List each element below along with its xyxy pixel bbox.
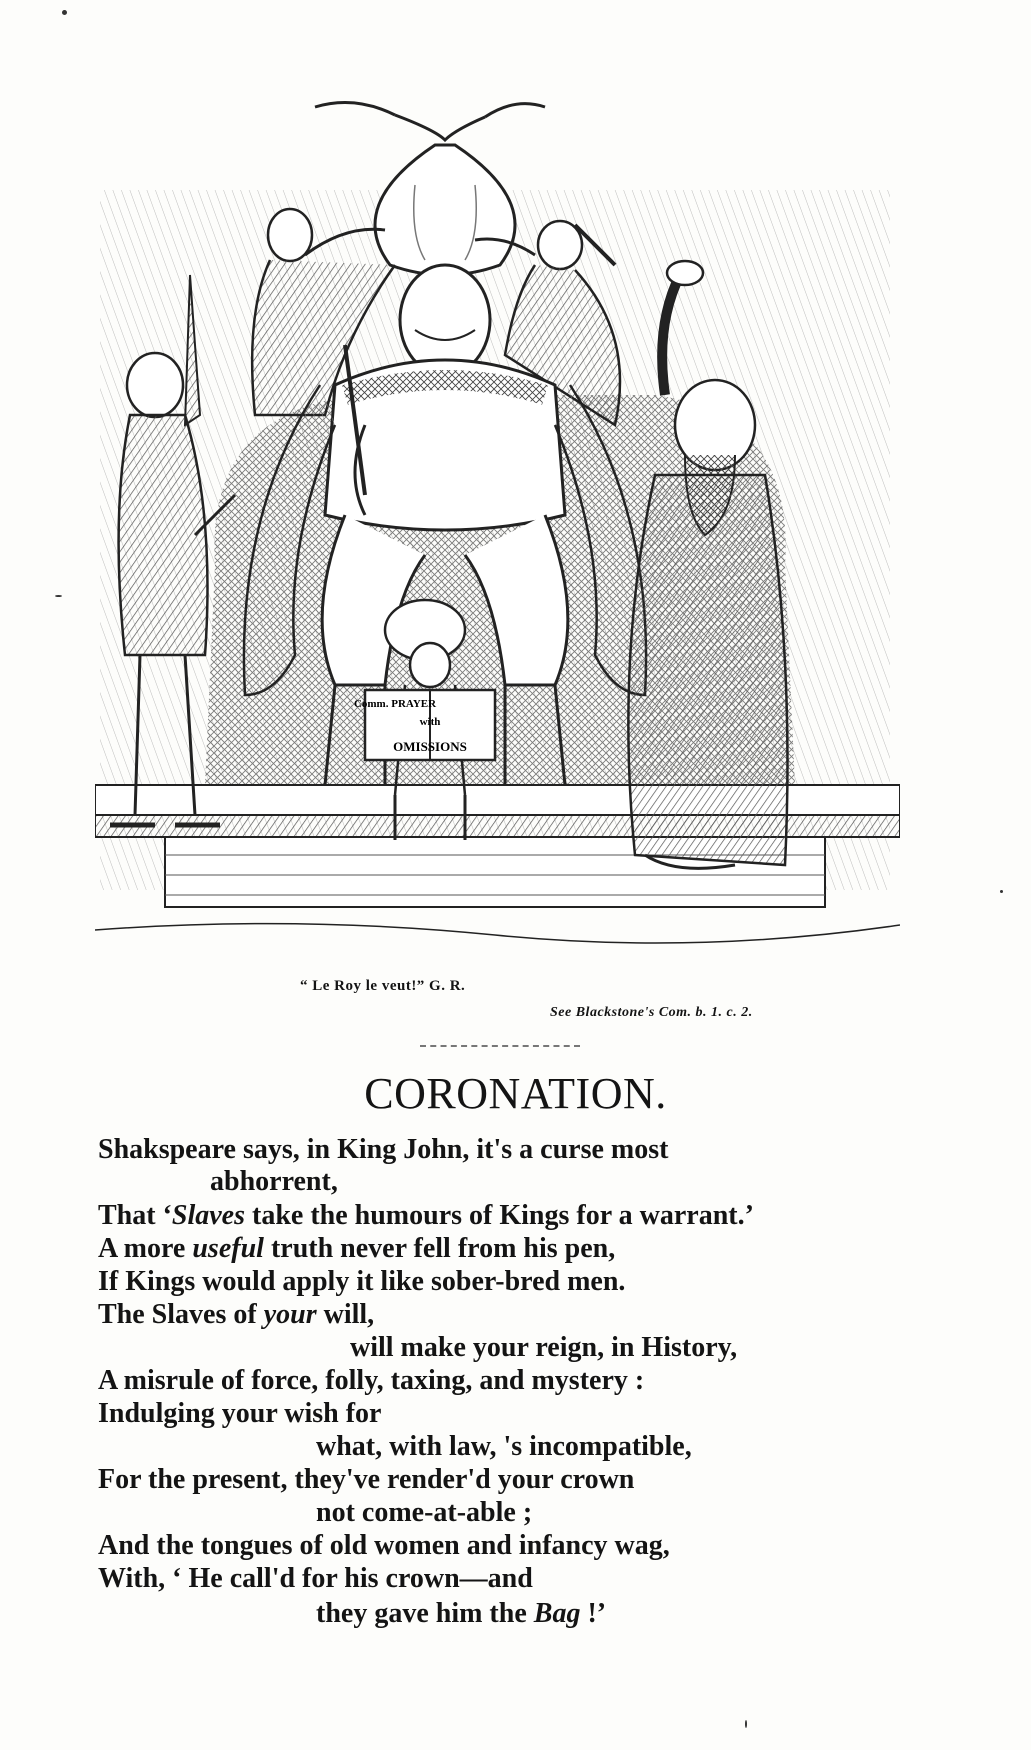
poem-line: A misrule of force, folly, taxing, and mystery : xyxy=(98,1365,645,1396)
poem-emphasis: Bag xyxy=(533,1598,581,1629)
poem-line: what, with law, 's incompatible, xyxy=(316,1431,692,1462)
book-line-3: OMISSIONS xyxy=(393,739,467,754)
poem-line: Shakspeare says, in King John, it's a curse most xyxy=(98,1134,669,1165)
poem-line: If Kings would apply it like sober-bred men. xyxy=(98,1266,626,1297)
poem-line xyxy=(316,1597,606,1631)
book-line-2: with xyxy=(419,716,441,728)
page-title: CORONATION. xyxy=(364,1069,667,1118)
poem-text: That ‘ xyxy=(98,1200,172,1231)
poem-line xyxy=(98,1199,754,1233)
poem-text: take the humours of Kings for a warrant.’ xyxy=(245,1200,754,1231)
poem-text: truth never fell from his pen, xyxy=(263,1233,616,1264)
poem-text: !’ xyxy=(580,1598,607,1629)
poem-line: With, ‘ He call'd for his crown—and xyxy=(98,1563,533,1594)
poem-line: Indulging your wish for xyxy=(98,1398,382,1429)
poem-line xyxy=(98,1298,374,1332)
poem-text: will, xyxy=(316,1299,375,1330)
poem-line: And the tongues of old women and infancy wag, xyxy=(98,1530,670,1561)
caption-motto: “ Le Roy le veut!” G. R. xyxy=(300,978,466,994)
poem-line: will make your reign, in History, xyxy=(350,1332,738,1363)
caption-reference: See Blackstone's Com. b. 1. c. 2. xyxy=(550,1005,753,1020)
poem-text: they gave him the xyxy=(316,1598,534,1629)
poem-line xyxy=(98,1232,615,1266)
poem-emphasis: useful xyxy=(192,1233,264,1264)
poem-line: abhorrent, xyxy=(210,1166,338,1197)
poem-emphasis: your xyxy=(263,1299,317,1330)
poem-emphasis: Slaves xyxy=(171,1200,246,1231)
poem-line: not come-at-able ; xyxy=(316,1497,533,1528)
book-line-1: Comm. PRAYER xyxy=(353,698,437,710)
poem-line: For the present, they've render'd your crown xyxy=(98,1464,635,1495)
poem-text: A more xyxy=(98,1233,193,1264)
poem-text: The Slaves of xyxy=(98,1299,264,1330)
